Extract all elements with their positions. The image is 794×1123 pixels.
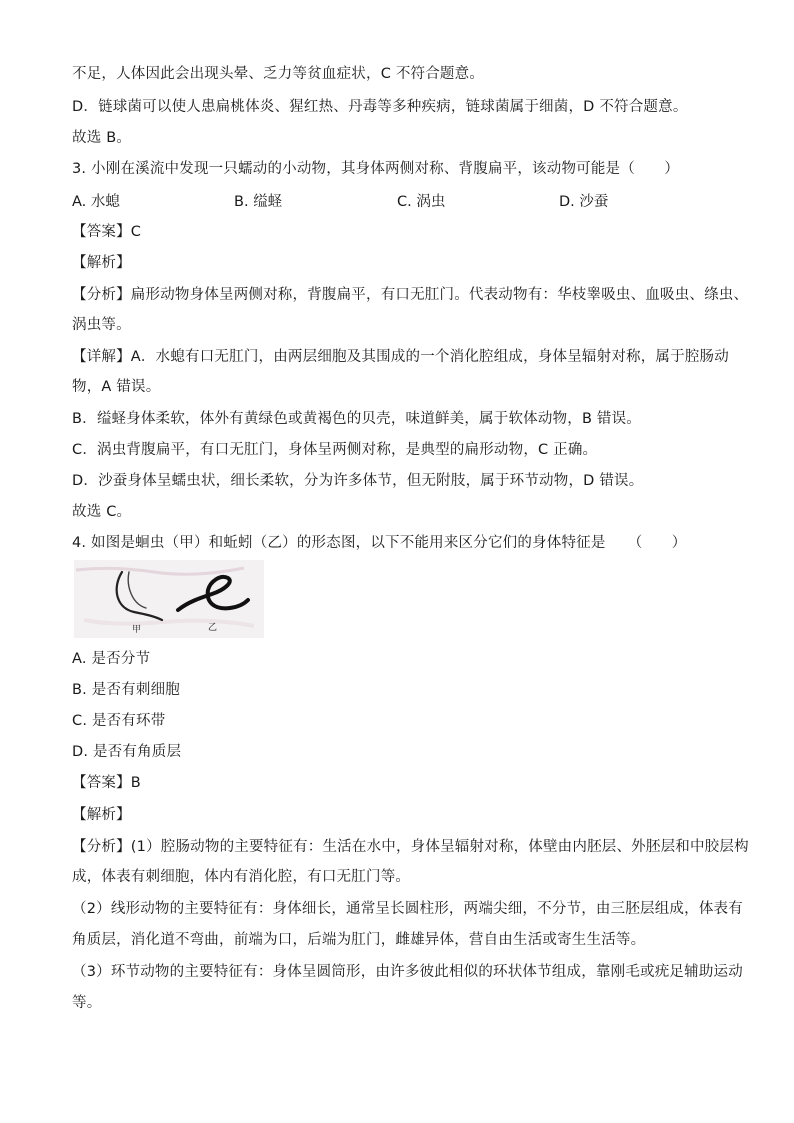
label-yi: 乙 bbox=[208, 623, 218, 633]
text-line: 故选 C。 bbox=[72, 504, 132, 520]
text-line: 成，体表有刺细胞，体内有消化腔，有口无肛门等。 bbox=[72, 869, 411, 885]
text-line: 【分析】扁形动物身体呈两侧对称，背腹扁平，有口无肛门。代表动物有：华枝睾吸虫、血吸虫、绦虫、 bbox=[72, 287, 749, 303]
question-3-options bbox=[72, 190, 712, 212]
option-c: C. 涡虫 bbox=[397, 194, 446, 210]
text-line: 故选 B。 bbox=[72, 130, 132, 146]
text-line: 不足，人体因此会出现头晕、乏力等贫血症状，C 不符合题意。 bbox=[72, 66, 485, 82]
text-line: 角质层，消化道不弯曲，前端为口，后端为肛门，雌雄异体，营自由生活或寄生生活等。 bbox=[72, 932, 646, 948]
text-line: C．涡虫背腹扁平，有口无肛门，身体呈两侧对称，是典型的扁形动物，C 正确。 bbox=[72, 442, 598, 458]
text-line: （3）环节动物的主要特征有：身体呈圆筒形，由许多彼此相似的环状体节组成，靠刚毛或疣足辅助运动 bbox=[72, 964, 743, 980]
text-line: 【详解】A．水螅有口无肛门，由两层细胞及其围成的一个消化腔组成，身体呈辐射对称，属于腔肠动 bbox=[72, 349, 729, 365]
roundworm-shape bbox=[128, 572, 146, 608]
text-line: 等。 bbox=[72, 995, 102, 1011]
option-a: A. 是否分节 bbox=[72, 651, 151, 667]
worm-figure-svg bbox=[74, 560, 264, 638]
text-line: （2）线形动物的主要特征有：身体细长，通常呈长圆柱形，两端尖细，不分节，由三胚层组成，体表有 bbox=[72, 901, 743, 917]
background-smudge bbox=[76, 568, 244, 574]
answer-label: 【答案】C bbox=[72, 224, 142, 240]
background-smudge bbox=[84, 620, 254, 626]
question-4: 4. 如图是蛔虫（甲）和蚯蚓（乙）的形态图，以下不能用来区分它们的身体特征是 （ ） bbox=[72, 535, 687, 551]
option-b: B. 是否有刺细胞 bbox=[72, 682, 180, 698]
analysis-label: 【解析】 bbox=[72, 807, 131, 823]
text-line: 物，A 错误。 bbox=[72, 379, 161, 395]
question-3: 3. 小刚在溪流中发现一只蠕动的小动物，其身体两侧对称、背腹扁平，该动物可能是（ ） bbox=[72, 161, 680, 177]
option-a: A. 水螅 bbox=[72, 194, 120, 210]
analysis-label: 【解析】 bbox=[72, 255, 131, 271]
text-line: D．链球菌可以使人患扁桃体炎、猩红热、丹毒等多种疾病，链球菌属于细菌，D 不符合题意。 bbox=[72, 99, 688, 115]
answer-label: 【答案】B bbox=[72, 775, 141, 791]
text-line: D．沙蚕身体呈蠕虫状，细长柔软，分为许多体节，但无附肢，属于环节动物，D 错误。 bbox=[72, 473, 644, 489]
worm-figure bbox=[74, 560, 264, 638]
label-jia: 甲 bbox=[132, 625, 142, 635]
option-d: D. 沙蚕 bbox=[559, 194, 609, 210]
option-c: C. 是否有环带 bbox=[72, 713, 166, 729]
text-line: 【分析】(1）腔肠动物的主要特征有：生活在水中，身体呈辐射对称，体壁由内胚层、外胚层和中胶层构 bbox=[72, 839, 749, 855]
text-line: B．缢蛏身体柔软，体外有黄绿色或黄褐色的贝壳，味道鲜美，属于软体动物，B 错误。 bbox=[72, 411, 642, 427]
option-d: D. 是否有角质层 bbox=[72, 744, 182, 760]
text-line: 涡虫等。 bbox=[72, 317, 131, 333]
earthworm-shape bbox=[178, 577, 248, 610]
roundworm-shape bbox=[117, 572, 162, 620]
option-b: B. 缢蛏 bbox=[234, 194, 283, 210]
